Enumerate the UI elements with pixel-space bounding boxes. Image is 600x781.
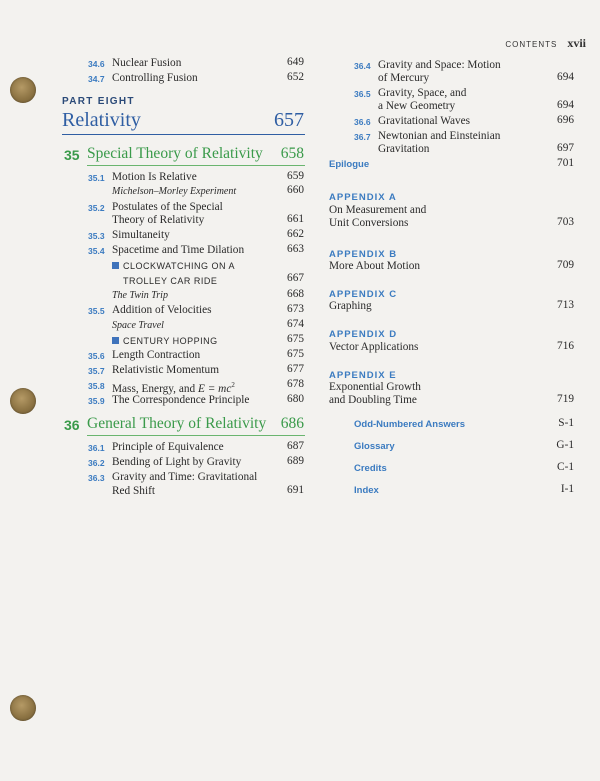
page-number: 691 — [287, 484, 304, 496]
appendix-label: APPENDIX B — [329, 249, 398, 260]
page-number: 689 — [287, 455, 304, 467]
page-number: 660 — [287, 184, 304, 196]
section-title-line2: Gravitation — [378, 143, 430, 155]
section-title[interactable]: Relativistic Momentum — [112, 364, 219, 376]
page-number: 680 — [287, 393, 304, 405]
page-number: 696 — [557, 114, 574, 126]
appendix-label: APPENDIX D — [329, 329, 398, 340]
page-number: S-1 — [558, 417, 574, 429]
epilogue-title[interactable]: Epilogue — [329, 159, 370, 170]
header-label: CONTENTS — [505, 40, 558, 49]
feature-title[interactable]: Space Travel — [112, 320, 164, 331]
back-matter-title[interactable]: Credits — [354, 463, 387, 474]
page-number: 652 — [287, 71, 304, 83]
section-title[interactable]: Newtonian and Einsteinian — [378, 130, 501, 142]
section-title[interactable]: Gravitational Waves — [378, 115, 471, 127]
page-number: 662 — [287, 228, 304, 240]
page-number: 667 — [287, 272, 304, 284]
page-header — [505, 36, 586, 51]
section-number: 35.1 — [88, 173, 105, 183]
feature-title[interactable]: The Twin Trip — [112, 290, 168, 301]
section-title[interactable]: Controlling Fusion — [112, 72, 198, 84]
section-number: 35.2 — [88, 203, 105, 213]
page-number: 703 — [557, 216, 574, 228]
page-number: 675 — [287, 348, 304, 360]
appendix-title[interactable]: Graphing — [329, 300, 372, 312]
section-number: 36.1 — [88, 443, 105, 453]
section-title[interactable]: Principle of Equivalence — [112, 441, 224, 453]
chapter-number: 35 — [64, 147, 80, 163]
section-title-line2: a New Geometry — [378, 100, 456, 112]
section-title[interactable]: The Correspondence Principle — [112, 394, 250, 406]
section-title-line2: Theory of Relativity — [112, 214, 205, 226]
section-title-text: Mass, Energy, and — [112, 382, 196, 395]
section-number: 36.6 — [354, 117, 371, 127]
page-number: 694 — [557, 99, 574, 111]
part-page-number: 657 — [274, 109, 304, 131]
section-title[interactable]: Bending of Light by Gravity — [112, 456, 242, 468]
section-title[interactable]: Postulates of the Special — [112, 201, 223, 213]
section-number: 36.7 — [354, 132, 371, 142]
section-title[interactable]: Motion Is Relative — [112, 171, 197, 183]
section-title[interactable]: Spacetime and Time Dilation — [112, 244, 245, 256]
page-number: 675 — [287, 333, 304, 345]
section-number: 35.5 — [88, 306, 105, 316]
chapter-number: 36 — [64, 417, 80, 433]
back-matter-title[interactable]: Glossary — [354, 441, 395, 452]
appendix-title-line2: and Doubling Time — [329, 394, 417, 406]
section-title[interactable]: Gravity and Space: Motion — [378, 59, 501, 71]
appendix-title[interactable]: More About Motion — [329, 260, 421, 272]
section-title[interactable]: Length Contraction — [112, 349, 201, 361]
appendix-title-line2: Unit Conversions — [329, 217, 409, 229]
appendix-label: APPENDIX E — [329, 370, 397, 381]
appendix-title[interactable]: On Measurement and — [329, 204, 427, 216]
feature-square-icon — [112, 337, 119, 344]
section-number: 34.6 — [88, 59, 105, 69]
section-number: 35.6 — [88, 351, 105, 361]
page-number: 694 — [557, 71, 574, 83]
back-matter-title[interactable]: Odd-Numbered Answers — [354, 419, 466, 430]
feature-title-line2: TROLLEY CAR RIDE — [123, 276, 218, 286]
page-number: 674 — [287, 318, 304, 330]
feature-title[interactable]: Michelson–Morley Experiment — [112, 186, 237, 197]
appendix-label: APPENDIX A — [329, 192, 397, 203]
chapter-page-number: 686 — [280, 415, 304, 432]
section-number: 35.9 — [88, 396, 105, 406]
binder-hole-middle — [10, 388, 36, 414]
section-number: 35.7 — [88, 366, 105, 376]
page-number: 713 — [557, 299, 574, 311]
section-title[interactable]: Addition of Velocities — [112, 304, 212, 316]
section-number: 36.5 — [354, 89, 371, 99]
feature-square-icon — [112, 262, 119, 269]
section-title[interactable]: Gravity and Time: Gravitational — [112, 471, 258, 483]
page-number: 677 — [287, 363, 304, 375]
chapter-title[interactable]: General Theory of Relativity — [87, 415, 267, 432]
section-title[interactable]: Gravity, Space, and — [378, 87, 467, 99]
chapter-page-number: 658 — [280, 145, 304, 162]
part-title[interactable]: Relativity — [62, 109, 141, 131]
chapter-divider — [87, 165, 305, 166]
section-title-line2: Red Shift — [112, 485, 155, 497]
section-title[interactable]: Simultaneity — [112, 229, 170, 241]
feature-title[interactable]: CENTURY HOPPING — [123, 336, 218, 346]
page-number: 659 — [287, 170, 304, 182]
section-number: 35.4 — [88, 246, 105, 256]
page-number: G-1 — [556, 439, 574, 451]
part-divider — [62, 134, 305, 135]
appendix-label: APPENDIX C — [329, 289, 398, 300]
binder-hole-top — [10, 77, 36, 103]
binder-hole-bottom — [10, 695, 36, 721]
formula-exponent: 2 — [231, 381, 235, 389]
section-number: 36.3 — [88, 473, 105, 483]
page-number: 661 — [287, 213, 304, 225]
page-number: 697 — [557, 142, 574, 154]
section-number: 34.7 — [88, 74, 105, 84]
page-number: 673 — [287, 303, 304, 315]
appendix-title[interactable]: Vector Applications — [329, 341, 419, 353]
page-number: 716 — [557, 340, 574, 352]
appendix-title[interactable]: Exponential Growth — [329, 381, 421, 393]
back-matter-title[interactable]: Index — [354, 485, 379, 496]
page-number: 663 — [287, 243, 304, 255]
section-title-line2: of Mercury — [378, 72, 430, 84]
page-number: 687 — [287, 440, 304, 452]
page-number: 719 — [557, 393, 574, 405]
page-number: 649 — [287, 56, 304, 68]
page-number: C-1 — [557, 461, 574, 473]
page-number: 678 — [287, 378, 304, 390]
page-number: 701 — [557, 157, 574, 169]
section-number: 35.8 — [88, 381, 105, 391]
formula: E = mc — [197, 382, 232, 395]
feature-title[interactable]: CLOCKWATCHING ON A — [123, 261, 236, 271]
header-page-number: xvii — [567, 36, 586, 50]
section-title[interactable]: Nuclear Fusion — [112, 57, 182, 69]
section-number: 36.4 — [354, 61, 371, 71]
part-label: PART EIGHT — [62, 96, 135, 107]
page-number: I-1 — [560, 483, 574, 495]
page-number: 709 — [557, 259, 574, 271]
page-number: 668 — [287, 288, 304, 300]
section-number: 36.2 — [88, 458, 105, 468]
chapter-title[interactable]: Special Theory of Relativity — [87, 145, 263, 162]
chapter-divider — [87, 435, 305, 436]
section-number: 35.3 — [88, 231, 105, 241]
